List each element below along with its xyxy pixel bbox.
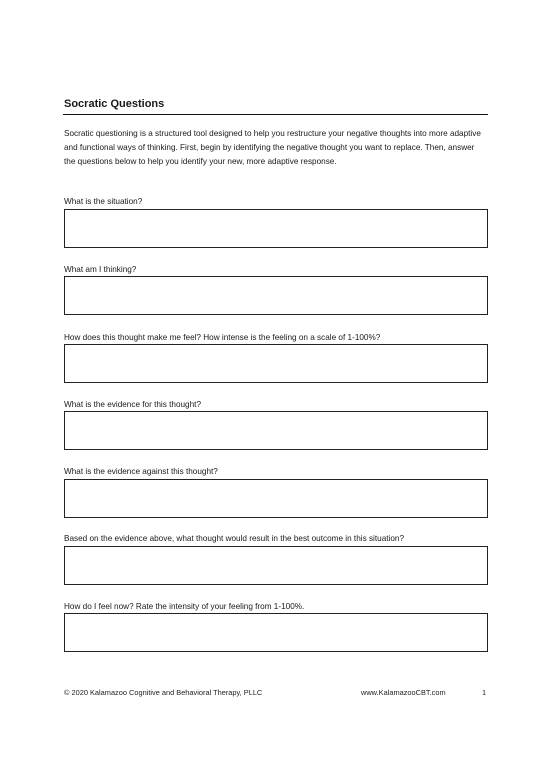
intro-paragraph: Socratic questioning is a structured tool designed to help you restructure your negative thoughts into more adaptive and functional ways of thinking. First, begin by identifying the negative thought you want to replace. Then, answer the questions below to help you identify your new, more adaptive response.: [64, 129, 481, 166]
question-label: What is the evidence against this thought?: [64, 467, 218, 476]
answer-box-best-outcome[interactable]: [64, 546, 488, 585]
footer-copyright: © 2020 Kalamazoo Cognitive and Behavioral Therapy, PLLC: [64, 688, 263, 697]
question-label: Based on the evidence above, what thought would result in the best outcome in this situation?: [64, 534, 405, 543]
question-label: What is the situation?: [64, 197, 143, 206]
footer-website: www.KalamazooCBT.com: [361, 688, 446, 697]
question-label: How does this thought make me feel? How intense is the feeling on a scale of 1-100%?: [64, 333, 381, 342]
page-number: 1: [482, 688, 487, 697]
answer-box-evidence-against[interactable]: [64, 479, 488, 518]
page-title: Socratic Questions: [64, 98, 165, 110]
answer-box-thinking[interactable]: [64, 276, 488, 315]
question-label: What is the evidence for this thought?: [64, 400, 201, 409]
question-label: How do I feel now? Rate the intensity of your feeling from 1-100%.: [64, 602, 305, 611]
answer-box-feel-now[interactable]: [64, 613, 488, 652]
answer-box-situation[interactable]: [64, 209, 488, 248]
answer-box-evidence-for[interactable]: [64, 411, 488, 450]
answer-box-feeling[interactable]: [64, 344, 488, 383]
question-label: What am I thinking?: [64, 265, 137, 274]
title-divider: [63, 114, 488, 115]
